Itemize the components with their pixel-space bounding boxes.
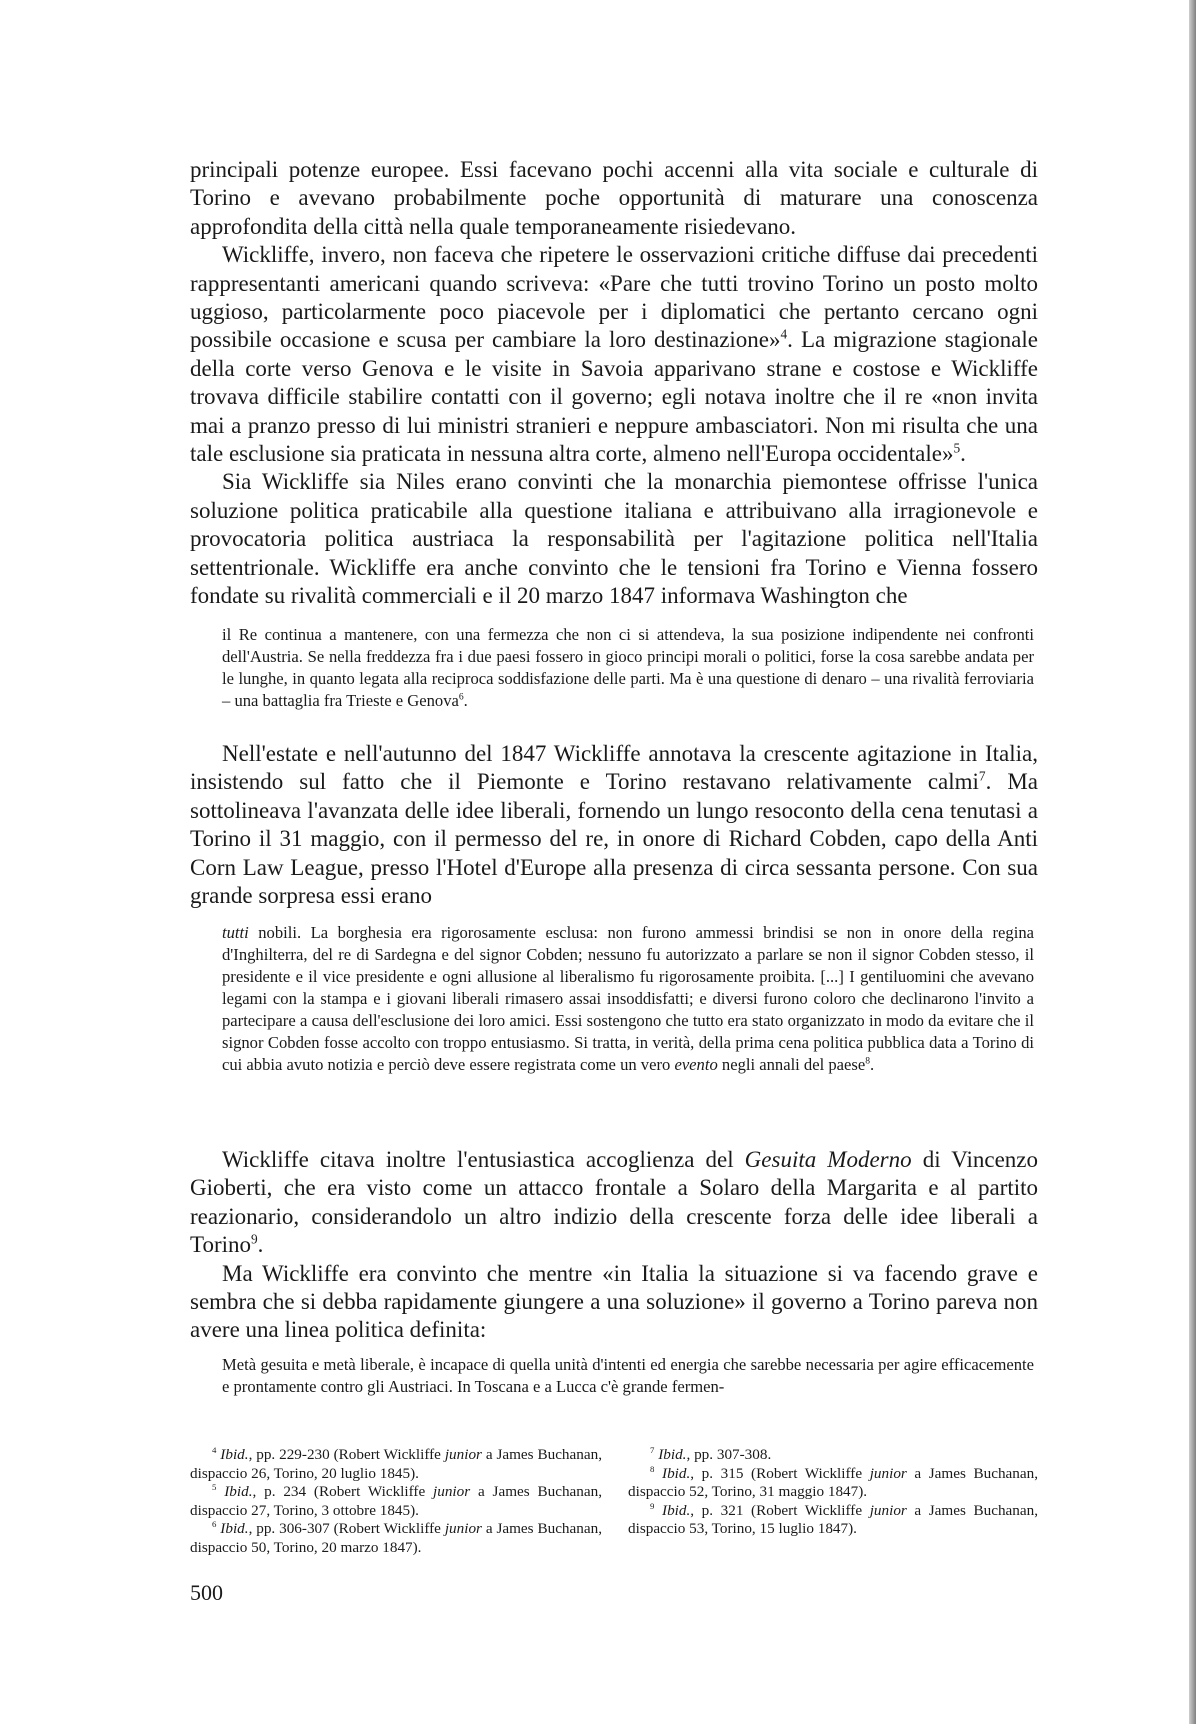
paragraph-2: Wickliffe, invero, non faceva che ripetere le osservazioni critiche diffuse dai precedenti rappresentanti americani quando scriveva: «Pare che tutti trovino Torino un posto molto uggioso, particolarmente poco piacevole per i diplomatici che pertanto cercano ogni possibile occasione e scusa per cambiare la loro destinazione»$^4$. La migrazione stagionale della corte verso Genova e le visite in Savoia apparivano strane e costose e Wickliffe trovava difficile stabilire contatti con il governo; egli notava inoltre che il re «non invita mai a pranzo presso di lui ministri stranieri e neppure ambasciatori. Non mi risulta che una tale esclusione sia praticata in nessuna altra corte, almeno nell'Europa occidentale»$^5$. bbox=[190, 242, 1038, 467]
body-section-2 bbox=[190, 740, 1038, 910]
footnote-ref-7[interactable]: 7 bbox=[978, 768, 986, 784]
footnote-8: $^8$ Ibid., p. 315 (Robert Wickliffe junior a James Buchanan, dispaccio 52, Torino, 31 maggio 1847). bbox=[628, 1463, 1039, 1501]
body-section-1 bbox=[190, 156, 1038, 611]
footnote-4: $^4$ Ibid., pp. 229-230 (Robert Wickliffe junior a James Buchanan, dispaccio 26, Torino, 20 luglio 1845). bbox=[190, 1444, 602, 1482]
paragraph-6: Ma Wickliffe era convinto che mentre «in Italia la situazione si va facendo grave e sembra che si debba rapidamente giungere a una soluzione» il governo a Torino pareva non avere una linea politica definita: bbox=[190, 1260, 1038, 1343]
page-edge bbox=[1189, 0, 1196, 1724]
paragraph-5: Wickliffe citava inoltre l'entusiastica accoglienza del Gesuita Moderno di Vincenzo Gioberti, che era visto come un attacco frontale a Solaro della Margarita e al partito reazionario, considerandolo un altro indizio della crescente forza delle idee liberali a Torino$^9$. bbox=[190, 1147, 1039, 1258]
block-quote-3: Metà gesuita e metà liberale, è incapace di quella unità d'intenti ed energia che sarebbe necessaria per agire efficacemente e prontamente contro gli Austriaci. In Toscana e a Lucca c'è grande fermen- bbox=[222, 1355, 1034, 1396]
footnote-ref-8[interactable]: 8 bbox=[865, 1055, 871, 1067]
footnote-6: $^6$ Ibid., pp. 306-307 (Robert Wickliffe junior a James Buchanan, dispaccio 50, Torino, 20 marzo 1847). bbox=[190, 1519, 602, 1556]
footnote-ref-6[interactable]: 6 bbox=[458, 691, 464, 703]
footnote-ref-4[interactable]: 4 bbox=[780, 326, 788, 342]
footnotes-left-column bbox=[190, 1446, 602, 1558]
footnote-9: $^9$ Ibid., p. 321 (Robert Wickliffe junior a James Buchanan, dispaccio 53, Torino, 15 luglio 1847). bbox=[628, 1500, 1039, 1538]
block-quote-1: il Re continua a mantenere, con una fermezza che non ci si attendeva, la sua posizione indipendente nei confronti dell'Austria. Se nella freddezza fra i due paesi fossero in gioco principi morali o politici, forse la cosa sarebbe andata per le lunghe, in quanto legata alla reciproca soddisfazione delle parti. Ma è una questione di denaro – una rivalità ferroviaria – una battaglia fra Trieste e Genova$^6$. bbox=[222, 625, 1034, 710]
footnote-ref-5[interactable]: 5 bbox=[953, 440, 961, 456]
footnote-7: $^7$ Ibid., pp. 307-308. bbox=[650, 1444, 772, 1463]
block-quote-2: tutti nobili. La borghesia era rigorosamente esclusa: non furono ammessi brindisi se non in onore della regina d'Inghilterra, del re di Sardegna e del signor Cobden; nessuno fu autorizzato a parlare se non il signor Cobden stesso, il presidente e il vice presidente e ogni allusione al liberalismo fu rigorosamente proibita. [...] I gentiluomini che avevano legami con la stampa e i giovani liberali rimasero assai insoddisfatti; e diversi furono coloro che declinarono l'invito a partecipare a causa dell'esclusione dei loro amici. Essi sostengono che tutto era stato organizzato in modo da evitare che il signor Cobden fosse accolto con troppo entusiasmo. Si tratta, in verità, della prima cena politica pubblica data a Torino di cui abbia avuto notizia e perciò deve essere registrata come un vero evento negli annali del paese$^8$. bbox=[222, 923, 1034, 1074]
paragraph-3: Sia Wickliffe sia Niles erano convinti che la monarchia piemontese offrisse l'unica soluzione politica praticabile alla questione italiana e attribuivano alla irragionevole e provocatoria politica austriaca la responsabilità per l'agitazione politica nell'Italia settentrionale. Wickliffe era anche convinto che le tensioni fra Torino e Vienna fossero fondate su rivalità commerciali e il 20 marzo 1847 informava Washington che bbox=[190, 469, 1038, 609]
paragraph-1: principali potenze europee. Essi facevano pochi accenni alla vita sociale e culturale di Torino e avevano probabilmente poche opportunità di maturare una conoscenza approfondita della città nella quale temporaneamente risiedevano. bbox=[190, 157, 1038, 239]
footnotes-right-column bbox=[628, 1446, 1038, 1539]
page-number: 500 bbox=[190, 1580, 223, 1605]
paragraph-4: Nell'estate e nell'autunno del 1847 Wickliffe annotava la crescente agitazione in Italia, insistendo sul fatto che il Piemonte e Torino restavano relativamente calmi$^7$. Ma sottolineava l'avanzata delle idee liberali, fornendo un lungo resoconto della cena tenutasi a Torino il 31 maggio, con il permesso del re, in onore di Richard Cobden, capo della Anti Corn Law League, presso l'Hotel d'Europe alla presenza di circa sessanta persone. Con sua grande sorpresa essi erano bbox=[190, 741, 1038, 909]
footnote-5: $^5$ Ibid., p. 234 (Robert Wickliffe junior a James Buchanan, dispaccio 27, Torino, 3 ottobre 1845). bbox=[190, 1482, 603, 1519]
body-section-3 bbox=[190, 1146, 1038, 1345]
footnote-ref-9[interactable]: 9 bbox=[251, 1231, 258, 1247]
